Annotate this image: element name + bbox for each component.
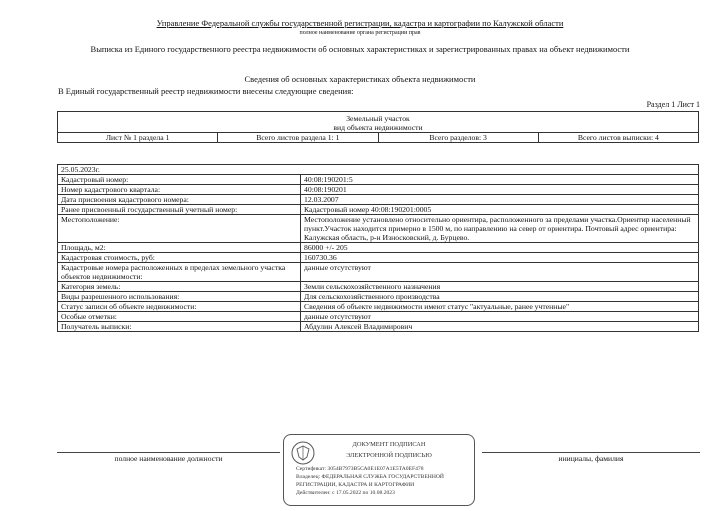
total-sheets-section: Всего листов раздела 1: 1 [218, 133, 378, 143]
position-caption: полное наименование должности [114, 454, 223, 463]
row-value: 86000 +/- 205 [301, 243, 699, 253]
row-label: Кадастровый номер: [58, 175, 301, 185]
intro-text: В Единый государственный реестр недвижимости внесены следующие сведения: [58, 86, 354, 96]
object-type-cell [58, 112, 699, 133]
header-table [57, 111, 699, 143]
certificate-number: Сертификат: 3054B797ЗВ5СА0Е1Е07А1Е5ТА0ЕF478 [296, 466, 424, 472]
info-title: Сведения об основных характеристиках объекта недвижимости [244, 74, 476, 84]
row-label: Площадь, м2: [58, 243, 301, 253]
row-value: 40:08:190201 [301, 185, 699, 195]
row-label: Особые отметки: [58, 312, 301, 322]
row-label: Кадастровая стоимость, руб: [58, 253, 301, 263]
table-row [58, 282, 699, 292]
row-label: Категория земель: [58, 282, 301, 292]
e-signature-stamp [283, 434, 475, 506]
row-value: Кадастровый номер 40:08:190201:0005 [301, 205, 699, 215]
owner-line-2: РЕГИСТРАЦИИ, КАДАСТРА И КАРТОГРАФИИ [296, 482, 415, 488]
row-label: Местоположение: [58, 215, 301, 243]
table-row [58, 175, 699, 185]
agency-caption: полное наименование органа регистрации прав [299, 30, 421, 36]
object-type-caption: вид объекта недвижимости [333, 123, 423, 132]
row-value: Земли сельскохозяйственного назначения [301, 282, 699, 292]
row-label: Получатель выписки: [58, 322, 301, 332]
row-label: Статус записи об объекте недвижимости: [58, 302, 301, 312]
row-label: Дата присвоения кадастрового номера: [58, 195, 301, 205]
validity: Действителен: с 17.05.2022 по 10.08.2023 [296, 490, 395, 496]
row-value: Для сельскохозяйственного производства [301, 292, 699, 302]
stamp-title: ДОКУМЕНТ ПОДПИСАН [352, 441, 426, 448]
row-label: Виды разрешенного использования: [58, 292, 301, 302]
stamp-subtitle: ЭЛЕКТРОННОЙ ПОДПИСЬЮ [346, 452, 432, 459]
sheet-number: Лист № 1 раздела 1 [58, 133, 218, 143]
total-sections: Всего разделов: 3 [378, 133, 538, 143]
row-label: Кадастровые номера расположенных в пределах земельного участка объектов недвижимости: [58, 263, 301, 282]
table-row [58, 243, 699, 253]
row-value: 40:08:190201:5 [301, 175, 699, 185]
table-row [58, 292, 699, 302]
table-row [58, 312, 699, 322]
emblem-icon [290, 440, 316, 466]
position-line [57, 452, 280, 453]
characteristics-table [57, 164, 699, 332]
table-row [58, 263, 699, 282]
table-row [58, 215, 699, 243]
owner-line-1: Владелец: ФЕДЕРАЛЬНАЯ СЛУЖБА ГОСУДАРСТВЕННОЙ [296, 474, 444, 480]
row-value: Сведения об объекте недвижимости имеют статус "актуальные, ранее учтенные" [301, 302, 699, 312]
object-type: Земельный участок [346, 114, 410, 123]
initials-line [482, 452, 700, 453]
total-sheets-extract: Всего листов выписки: 4 [538, 133, 698, 143]
extract-date: 25.05.2023г. [58, 165, 699, 175]
initials-caption: инициалы, фамилия [558, 454, 624, 463]
table-row [58, 185, 699, 195]
extract-title: Выписка из Единого государственного реестра недвижимости об основных характеристиках и зарегистрированных правах на объект недвижимости [90, 44, 630, 54]
agency-name: Управление Федеральной службы государственной регистрации, кадастра и картографии по Калужской области [156, 18, 564, 28]
table-row [58, 322, 699, 332]
table-row [58, 205, 699, 215]
table-row [58, 302, 699, 312]
section-label: Раздел 1 Лист 1 [646, 100, 700, 109]
row-value: данные отсутствуют [301, 312, 699, 322]
row-label: Номер кадастрового квартала: [58, 185, 301, 195]
table-row [58, 253, 699, 263]
table-row [58, 195, 699, 205]
row-value: Абдулин Алексей Владимирович [301, 322, 699, 332]
row-value: Местоположение установлено относительно ориентира, расположенного за пределами участка.Ориентир населенный пункт.Участок находится примерно в 1500 м, по направлению на север от ориентира. Почтовый адрес ориентира: Калужская область, р-н Износковский, д. Бурцево. [301, 215, 699, 243]
row-value: данные отсутствуют [301, 263, 699, 282]
row-label: Ранее присвоенный государственный учетный номер: [58, 205, 301, 215]
row-value: 12.03.2007 [301, 195, 699, 205]
row-value: 160730.36 [301, 253, 699, 263]
